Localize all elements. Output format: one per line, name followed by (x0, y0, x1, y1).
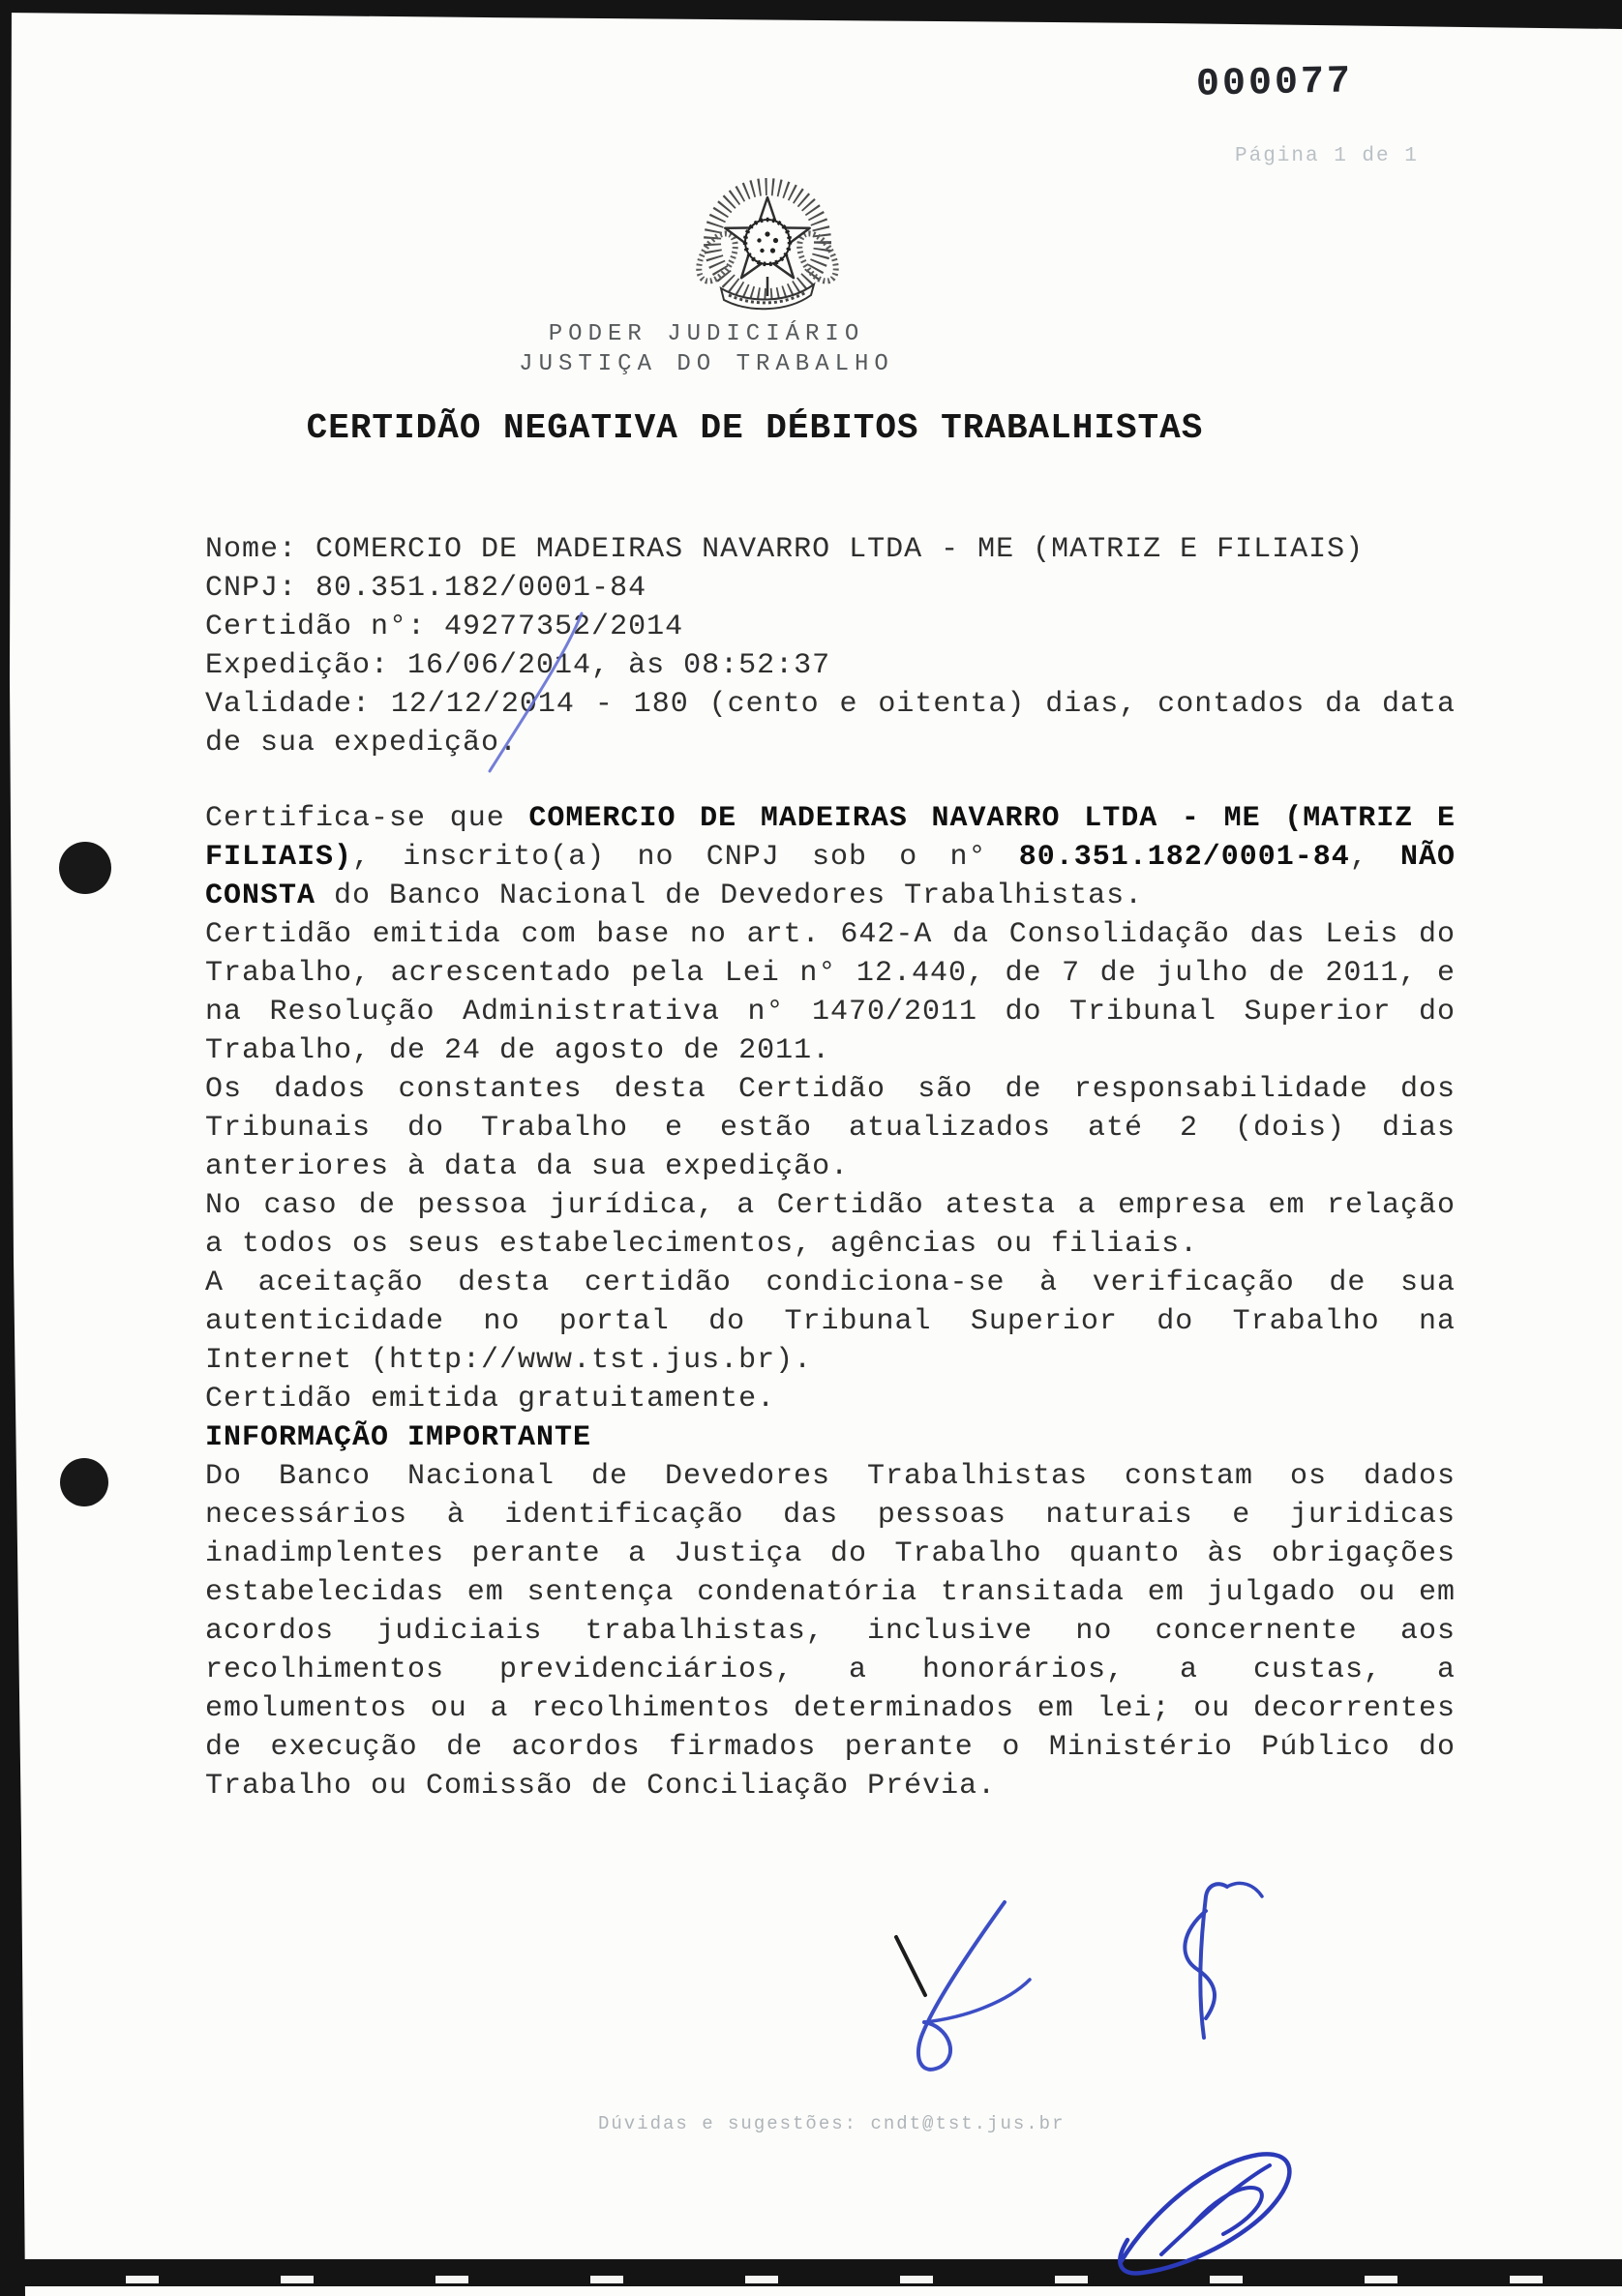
field-certidao-numero: Certidão n°: 49277352/2014 (205, 611, 684, 643)
field-expedicao: Expedição: 16/06/2014, às 08:52:37 (205, 649, 831, 682)
certifica-text: , (1349, 841, 1400, 874)
paragraph-responsabilidade: Os dados constantes desta Certidão são de responsabilidade dos Tribunais do Trabalho e estão atualizados até 2 (dois) dias anteriores à data da sua expedição. (205, 1073, 1456, 1183)
coat-of-arms-icon (690, 174, 845, 317)
paragraph-base-legal: Certidão emitida com base no art. 642-A da Consolidação das Leis do Trabalho, acrescentado pela Lei n° 12.440, de 7 de julho de 2011, e na Resolução Administrativa n° 1470/2011 do Tribunal Superior do Trabalho, de 24 de agosto de 2011. (205, 918, 1456, 1067)
info-paragraph: Do Banco Nacional de Devedores Trabalhistas constam os dados necessários à identificação das pessoas naturais e juridicas inadimplentes perante a Justiça do Trabalho quanto às obrigações estabelecidas em sentença condenatória transitada em julgado ou em acordos judiciais trabalhistas, inclusive no concernente aos recolhimentos previdenciários, a honorários, a custas, a emolumentos ou a recolhimentos determinados em lei; ou decorrentes de execução de acordos firmados perante o Ministério Público do Trabalho ou Comissão de Conciliação Prévia. (205, 1460, 1456, 1803)
paragraph-gratuita: Certidão emitida gratuitamente. (205, 1383, 776, 1416)
certifica-text: do Banco Nacional de Devedores Trabalhistas. (315, 880, 1144, 912)
page-stamp-number: 000077 (1195, 60, 1354, 107)
document-body (205, 530, 1456, 1805)
certifica-text: , inscrito(a) no CNPJ sob o n° (352, 841, 1019, 874)
paragraph-pessoa-juridica: No caso de pessoa jurídica, a Certidão atesta a empresa em relação a todos os seus estabelecimentos, agências ou filiais. (205, 1189, 1456, 1261)
paragraph-certifica (205, 799, 1456, 915)
field-validade: Validade: 12/12/2014 - 180 (cento e oitenta) dias, contados da data de sua expedição. (205, 688, 1456, 760)
field-nome: Nome: COMERCIO DE MADEIRAS NAVARRO LTDA - ME (MATRIZ E FILIAIS) (205, 533, 1365, 566)
certifica-cnpj-bold: 80.351.182/0001-84 (1018, 841, 1350, 874)
certifica-text: Certifica-se que (205, 802, 529, 835)
footer-contact: Dúvidas e sugestões: cndt@tst.jus.br (598, 2113, 1066, 2134)
document-title: CERTIDÃO NEGATIVA DE DÉBITOS TRABALHISTAS (306, 408, 1204, 448)
org-line-poder-judiciario: PODER JUDICIÁRIO (548, 321, 865, 347)
info-heading: INFORMAÇÃO IMPORTANTE (205, 1421, 592, 1454)
paragraph-aceitacao: A aceitação desta certidão condiciona-se à verificação de sua autenticidade no portal do Tribunal Superior do Trabalho na Internet (http://www.tst.jus.br). (205, 1267, 1456, 1377)
certifica-company-bold: COMERCIO DE MADEIRAS NAVARRO LTDA - ME (MATRIZ E FILIAIS) (205, 802, 1456, 874)
certifica-nao-consta-bold: NÃO CONSTA (205, 841, 1456, 912)
org-line-justica-trabalho: JUSTIÇA DO TRABALHO (519, 351, 894, 377)
page-indicator: Página 1 de 1 (1235, 145, 1419, 167)
spacer (205, 762, 1456, 799)
field-cnpj: CNPJ: 80.351.182/0001-84 (205, 572, 647, 605)
